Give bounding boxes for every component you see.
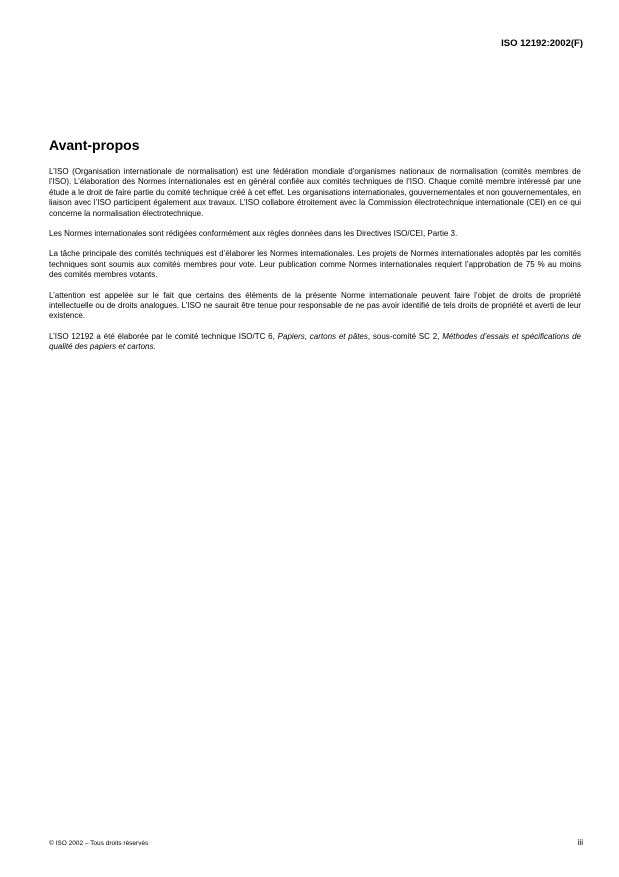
subcommittee-title: Méthodes d’essais et spécifications de qualité des papiers et cartons. [49,331,581,352]
preparation-middle: , sous-comité SC 2, [367,331,443,341]
paragraph-patent-rights: L’attention est appelée sur le fait que certains des éléments de la présente Norme internationale peuvent faire l’objet de droits de propriété intellectuelle ou de droits analogues. L’ISO ne saurait être tenue pour responsable de ne pas avoir identifié de tels droits de propriété et averti de leur existence. [49,290,581,321]
page-number: iii [577,838,583,847]
paragraph-preparation [49,332,581,353]
paragraph-directives: Les Normes internationales sont rédigées conformément aux règles données dans les Directives ISO/CEI, Partie 3. [49,229,458,239]
copyright-notice: © ISO 2002 – Tous droits réservés [49,840,149,847]
paragraph-technical-committees: La tâche principale des comités techniques est d’élaborer les Normes internationales. Les projets de Normes internationales adoptés par les comités techniques sont soumis aux comités membres pour vote. Leur publication comme Normes internationales requiert l’approbation de 75 % au moins des comités membres votants. [49,249,581,280]
page-title: Avant-propos [49,137,140,153]
foreword-body [49,167,581,363]
document-reference: ISO 12192:2002(F) [501,38,583,49]
preparation-prefix: L’ISO 12192 a été élaborée par le comité technique ISO/TC 6, [49,331,278,341]
committee-title: Papiers, cartons et pâtes [277,331,368,341]
paragraph-iso-organisation: L’ISO (Organisation internationale de normalisation) est une fédération mondiale d’organismes nationaux de normalisation (comités membres de l’ISO). L’élaboration des Normes internationales est en général confiée aux comités techniques de l’ISO. Chaque comité membre intéressé par une étude a le droit de faire partie du comité technique créé à cet effet. Les organisations internationales, gouvernementales et non gouvernementales, en liaison avec l’ISO participent également aux travaux. L’ISO collabore étroitement avec la Commission électrotechnique internationale (CEI) en ce qui concerne la normalisation électrotechnique. [49,167,581,218]
